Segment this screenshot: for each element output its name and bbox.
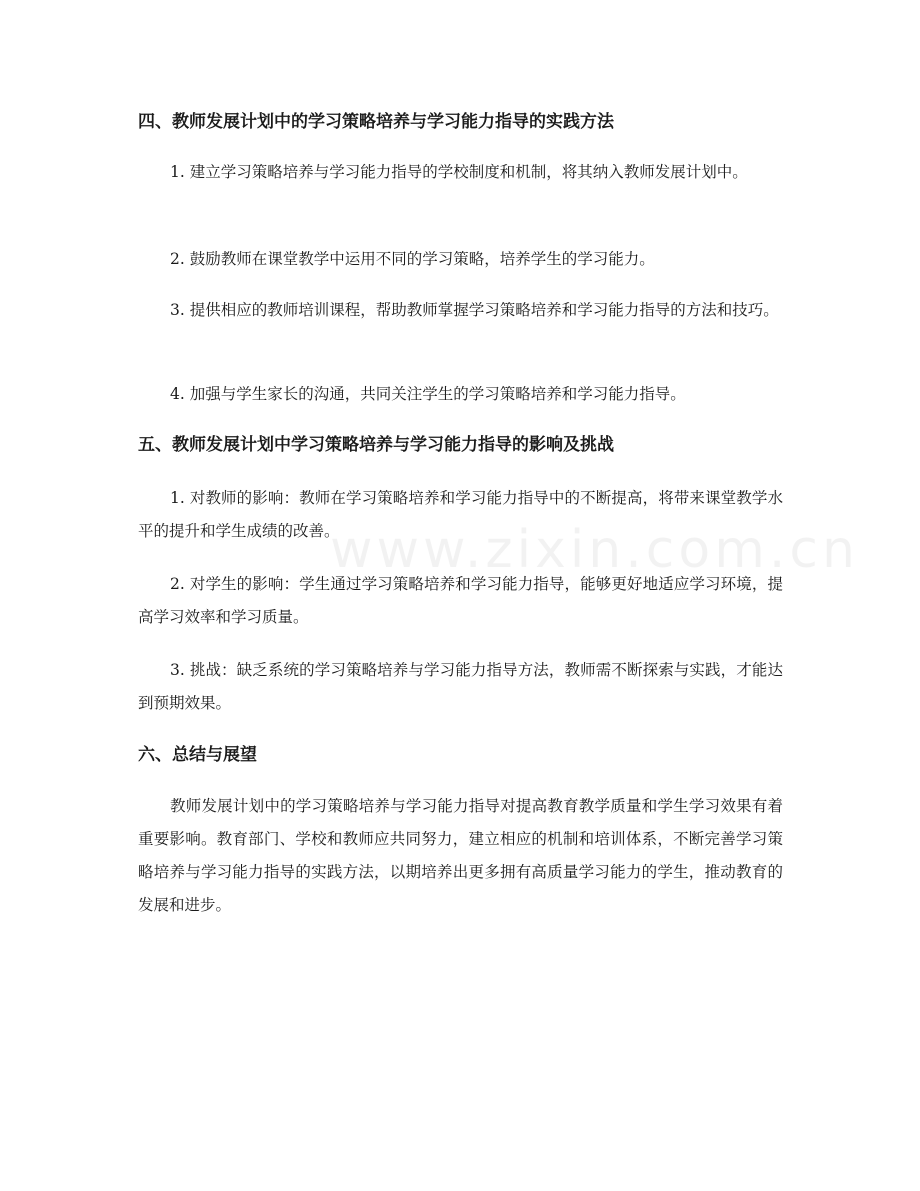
paragraph-4-3: 3. 提供相应的教师培训课程，帮助教师掌握学习策略培养和学习能力指导的方法和技巧。	[170, 301, 779, 319]
section-heading-4: 四、教师发展计划中的学习策略培养与学习能力指导的实践方法	[138, 112, 614, 132]
watermark: www.zixin.com.cn	[330, 520, 859, 580]
paragraph-4-2: 2. 鼓励教师在课堂教学中运用不同的学习策略，培养学生的学习能力。	[170, 250, 655, 268]
section-heading-5: 五、教师发展计划中学习策略培养与学习能力指导的影响及挑战	[138, 435, 614, 455]
paragraph-4-1: 1. 建立学习策略培养与学习能力指导的学校制度和机制，将其纳入教师发展计划中。	[170, 163, 748, 181]
paragraph-4-4: 4. 加强与学生家长的沟通，共同关注学生的学习策略培养和学习能力指导。	[170, 385, 686, 403]
paragraph-5-1: 1. 对教师的影响：教师在学习策略培养和学习能力指导中的不断提高，将带来课堂教学水平的提升和学生成绩的改善。	[138, 489, 783, 540]
paragraph-5-3: 3. 挑战：缺乏系统的学习策略培养与学习能力指导方法，教师需不断探索与实践，才能达到预期效果。	[138, 661, 783, 712]
paragraph-6-1: 教师发展计划中的学习策略培养与学习能力指导对提高教育教学质量和学生学习效果有着重要影响。教育部门、学校和教师应共同努力，建立相应的机制和培训体系，不断完善学习策略培养与学习能力指导的实践方法，以期培养出更多拥有高质量学习能力的学生，推动教育的发展和进步。	[138, 797, 783, 914]
paragraph-5-2: 2. 对学生的影响：学生通过学习策略培养和学习能力指导，能够更好地适应学习环境，提高学习效率和学习质量。	[138, 575, 783, 626]
section-heading-6: 六、总结与展望	[138, 745, 257, 765]
